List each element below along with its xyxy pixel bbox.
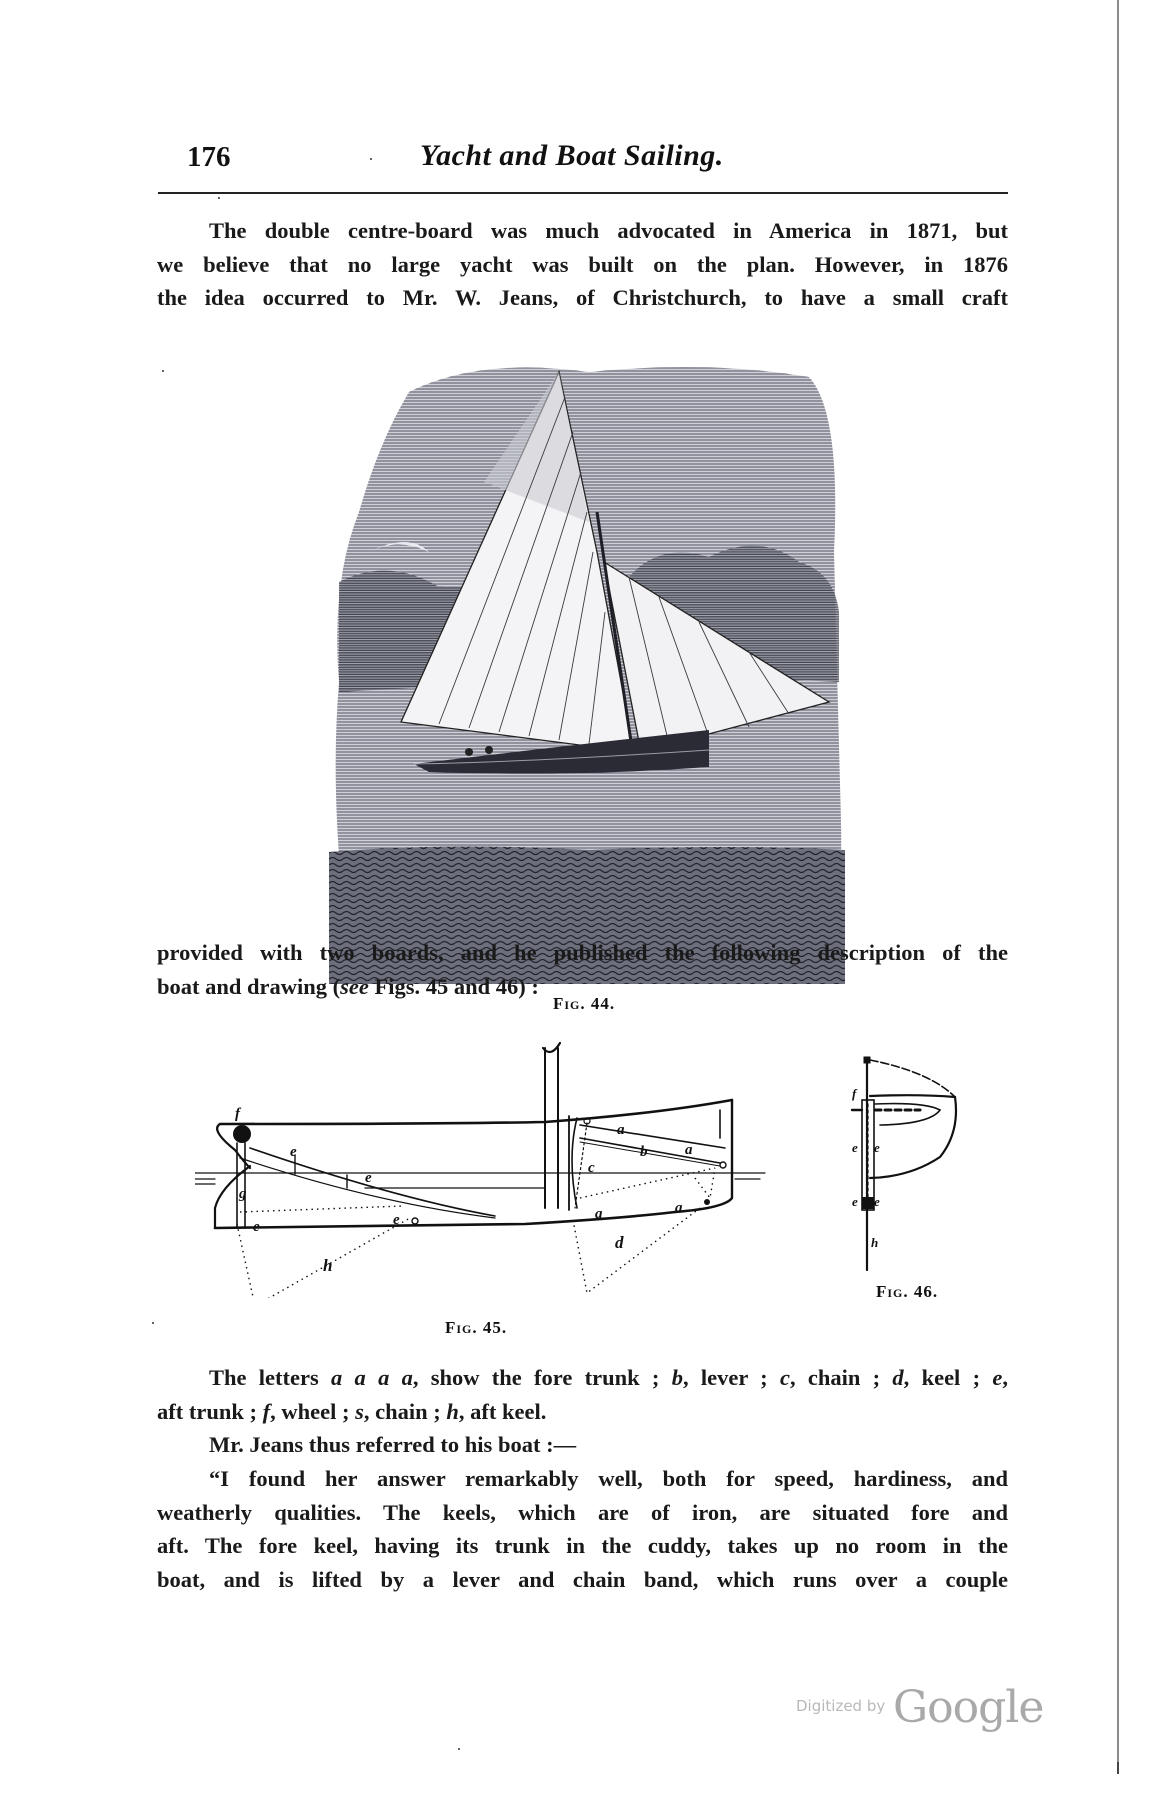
text-run: , wheel ; (270, 1398, 356, 1424)
letter-s: s (355, 1398, 364, 1424)
text-line: boat, and is lifted by a lever and chain band, which runs over a couple (157, 1566, 1008, 1592)
running-title: Yacht and Boat Sailing. (420, 139, 724, 172)
label-h: h (323, 1256, 333, 1275)
figure-44-caption: Fig. 44. (553, 994, 616, 1013)
label-b: b (640, 1144, 648, 1160)
page-edge-line (1117, 0, 1119, 1773)
figure-44-yacht-engraving (329, 352, 845, 984)
paragraph-description (157, 936, 1008, 1003)
text-line (157, 970, 1008, 1004)
label-e: e (852, 1194, 858, 1209)
paragraph-jeans-intro (157, 1428, 1008, 1462)
letter-a: a a a a (331, 1365, 413, 1390)
print-speck (162, 370, 164, 372)
print-speck (458, 1748, 460, 1750)
text-line: provided with two boards, and he published the following description of the (157, 940, 1008, 965)
digitized-by-label: Digitized by (796, 1697, 886, 1715)
label-e: e (393, 1212, 400, 1228)
print-speck (370, 158, 372, 160)
text-run: aft trunk ; (157, 1398, 263, 1424)
label-a: a (595, 1206, 603, 1222)
google-logo-text: Google (893, 1682, 1044, 1733)
letter-c: c (779, 1365, 790, 1390)
paragraph-intro (157, 214, 1008, 315)
text-line: “I found her answer remarkably well, both for speed, hardiness, and (209, 1466, 1008, 1491)
text-run: , aft keel. (458, 1398, 547, 1424)
label-e: e (290, 1144, 297, 1160)
label-e: e (874, 1140, 880, 1155)
label-g: g (239, 1186, 247, 1202)
text-run: , chain ; (789, 1365, 893, 1390)
label-h: h (871, 1235, 879, 1250)
boat-profile-drawing (195, 1038, 775, 1298)
text-run: Figs. 45 and 46) : (368, 973, 539, 999)
italic-see: see (340, 973, 369, 999)
text-run: , show the fore trunk ; (412, 1365, 672, 1390)
label-e: e (874, 1194, 880, 1209)
figure-46-boat-section-diagram (840, 1052, 980, 1277)
text-run: boat and drawing ( (157, 973, 341, 999)
letter-f: f (262, 1398, 271, 1424)
paragraph-quotation (157, 1462, 1008, 1596)
letter-e: e (992, 1365, 1003, 1390)
letter-d: d (892, 1365, 904, 1390)
text-line (157, 1361, 1008, 1395)
figure-46-caption: Fig. 46. (876, 1282, 939, 1301)
label-e: e (852, 1140, 858, 1155)
label-c: c (588, 1160, 595, 1176)
text-run: , keel ; (903, 1365, 993, 1390)
yacht-engraving-illustration (329, 352, 845, 984)
text-run: The letters (209, 1365, 332, 1390)
paragraph-legend (157, 1361, 1008, 1428)
print-speck (152, 1322, 154, 1324)
label-d: d (615, 1233, 624, 1252)
text-run: , lever ; (682, 1365, 780, 1390)
label-a: a (685, 1142, 693, 1158)
text-run: , (1002, 1365, 1008, 1390)
label-f: f (852, 1086, 857, 1101)
text-line: aft. The fore keel, having its trunk in the cuddy, takes up no room in the (157, 1533, 1008, 1558)
text-line: we believe that no large yacht was built on the plan. However, in 1876 (157, 251, 1008, 277)
figure-45-caption: Fig. 45. (445, 1318, 508, 1337)
text-line (157, 1395, 1008, 1429)
label-e: e (365, 1170, 372, 1186)
label-a: a (617, 1122, 625, 1138)
page-number: 176 (187, 141, 231, 173)
figure-45-boat-profile-diagram (195, 1038, 775, 1298)
letter-h: h (446, 1398, 459, 1424)
letter-b: b (671, 1365, 683, 1390)
text-line: Mr. Jeans thus referred to his boat :— (209, 1432, 577, 1457)
label-a: a (675, 1200, 683, 1216)
label-e: e (253, 1219, 260, 1235)
text-run: , chain ; (363, 1398, 447, 1424)
boat-section-drawing (840, 1052, 980, 1277)
text-line: the idea occurred to Mr. W. Jeans, of Christchurch, to have a small craft (157, 285, 1008, 310)
page-edge-tick (1117, 1762, 1119, 1774)
header-rule (158, 192, 1008, 194)
text-line: weatherly qualities. The keels, which are of iron, are situated fore and (157, 1499, 1008, 1525)
print-speck (218, 197, 220, 199)
label-f: f (235, 1106, 240, 1122)
text-line: The double centre-board was much advocated in America in 1871, but (209, 218, 1008, 243)
